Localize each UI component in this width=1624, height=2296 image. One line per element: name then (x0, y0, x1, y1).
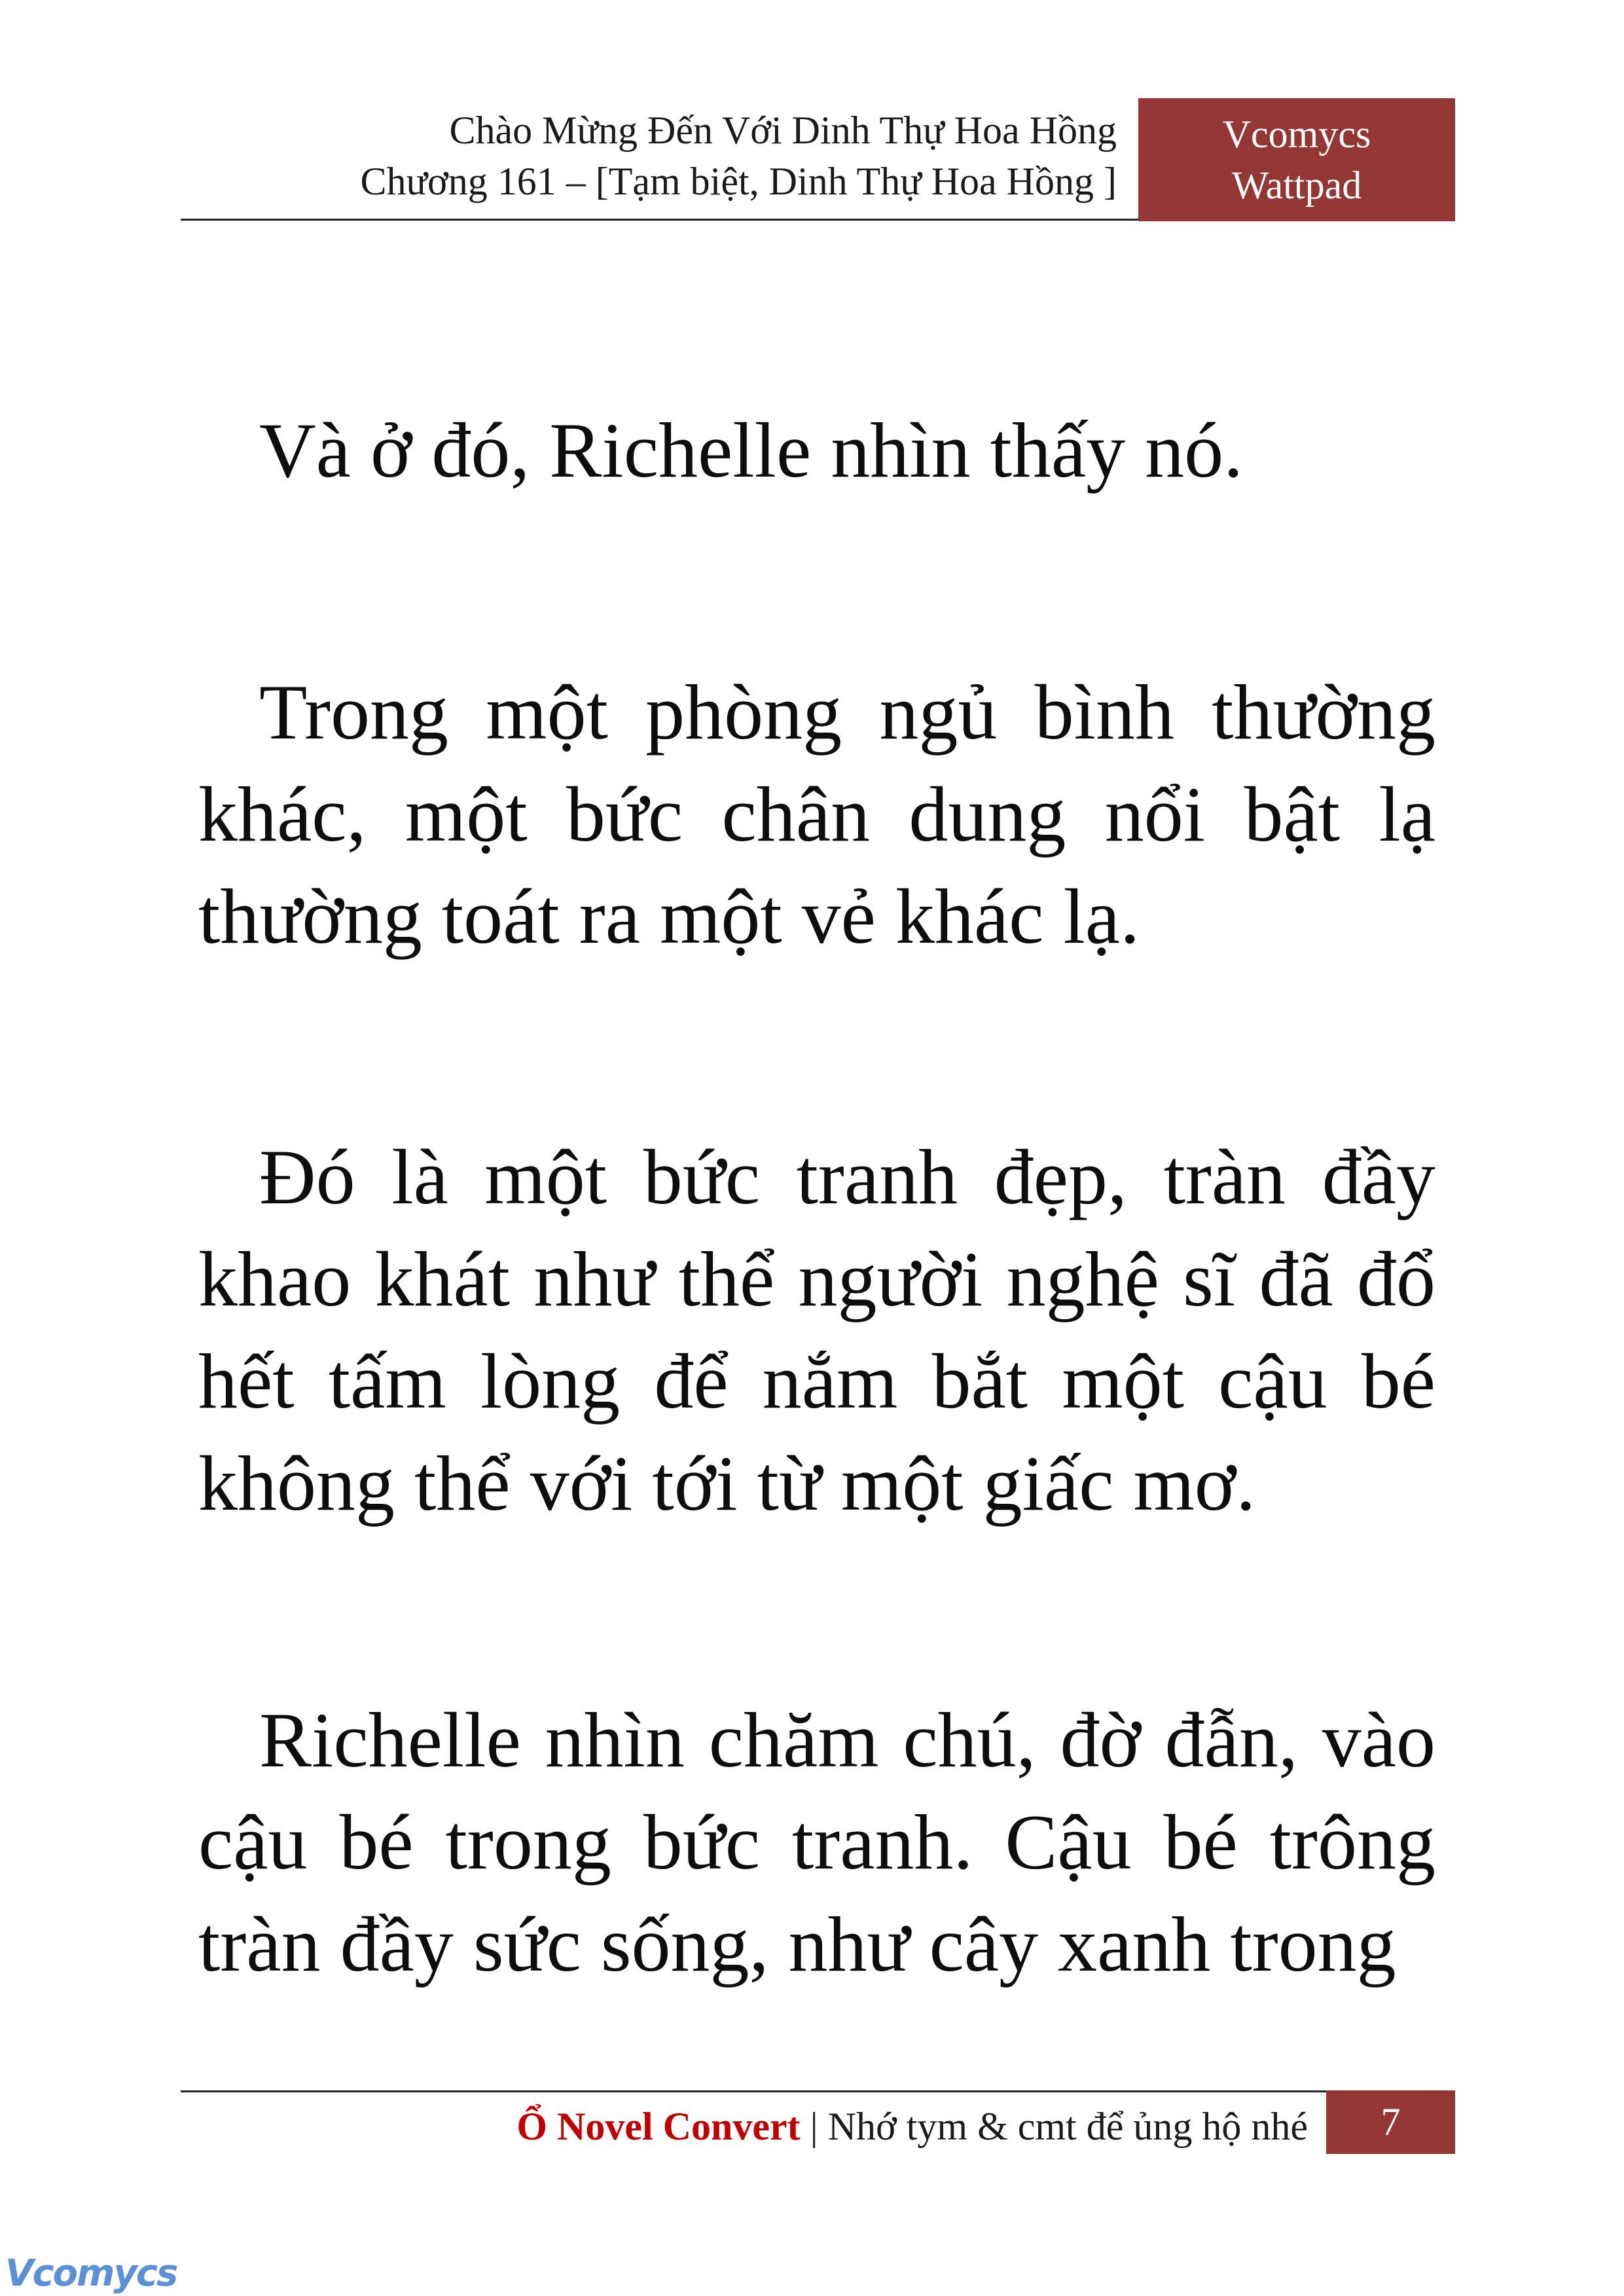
chapter-title: Chương 161 – [Tạm biệt, Dinh Thự Hoa Hồng ] (360, 160, 1117, 203)
paragraph-1: Và ở đó, Richelle nhìn thấy nó. (259, 407, 1244, 494)
running-footer (181, 2100, 1308, 2153)
brand-platform: Wattpad (1231, 164, 1362, 207)
footer-separator: | (800, 2105, 828, 2148)
footer-note: Nhớ tym & cmt để ủng hộ nhé (827, 2105, 1308, 2148)
watermark-logo: Vcomycs (5, 2252, 177, 2295)
brand-name: Vcomycs (1222, 113, 1371, 156)
paragraph-2: Trong một phòng ngủ bình thường khác, một bức chân dung nổi bật lạ thường toát ra một vẻ khác lạ. (198, 668, 1435, 960)
page-number: 7 (1326, 2090, 1455, 2154)
book-title: Chào Mừng Đến Với Dinh Thự Hoa Hồng (449, 109, 1117, 152)
running-header (181, 105, 1117, 207)
footer-divider (181, 2090, 1326, 2092)
paragraph-4: Richelle nhìn chăm chú, đờ đẫn, vào cậu bé trong bức tranh. Cậu bé trông tràn đầy sức sống, như cây xanh trong (198, 1696, 1435, 1988)
paragraph-3: Đó là một bức tranh đẹp, tràn đầy khao khát như thể người nghệ sĩ đã đổ hết tấm lòng để nắm bắt một cậu bé không thể với tới từ một giấc mơ. (198, 1133, 1435, 1527)
header-brand-box (1138, 98, 1455, 221)
header-divider (181, 219, 1138, 221)
footer-brand: Ổ Novel Convert (516, 2105, 801, 2148)
